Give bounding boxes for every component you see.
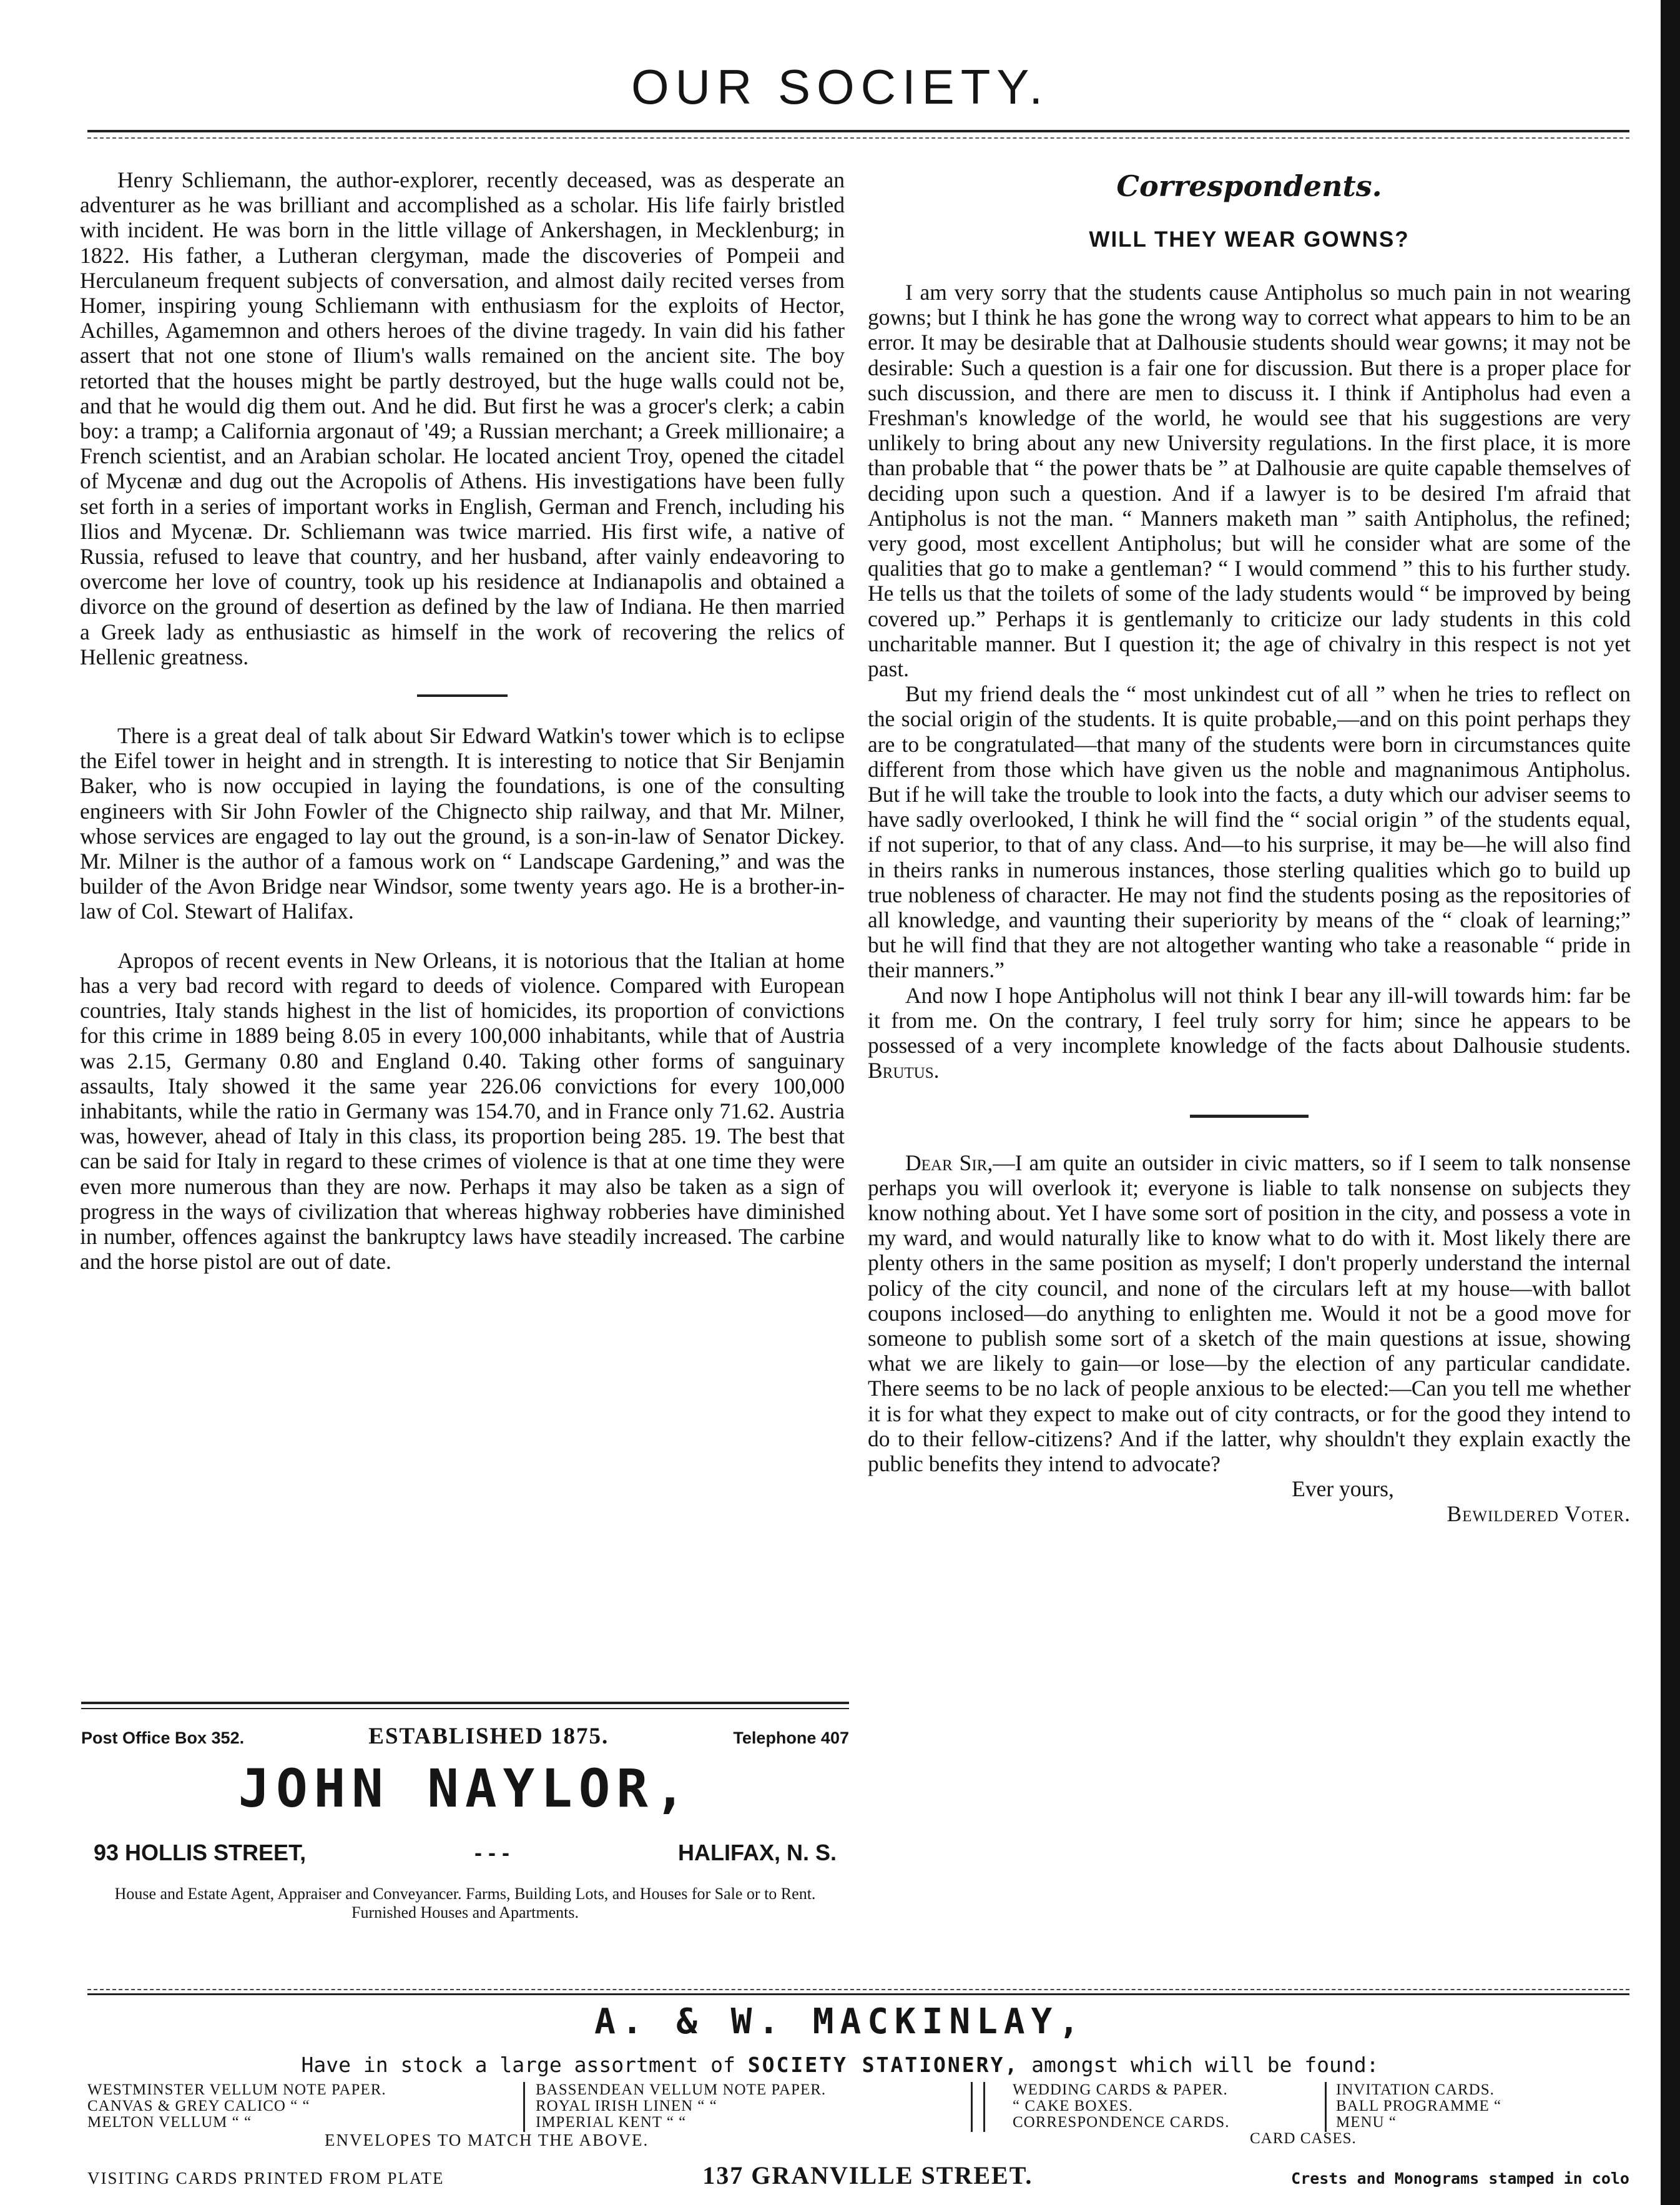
schliemann-paragraph: Henry Schliemann, the author-explorer, recently deceased, was as desperate an adventurer as he was brilliant and accomplished as a scholar. His life fairly bristled with incident. He was born in the little village of Ankershagen, in Mecklenburg; in 1822. His father, a Lutheran clergyman, made the discoveries of Pompeii and Herculaneum frequent subjects of conversation, and almost daily recited verses from Homer, inspiring young Schliemann with enthusiasm for the exploits of Hector, Achilles, Agamemnon and others heroes of the divine tragedy. In vain did his father assert that not one stone of Ilium's walls remained on the ancient site. The boy retorted that the houses might be partly destroyed, but the huge walls could not be, and that he would dig them out. And he did. But first he was a grocer's clerk; a cabin boy: a tramp; a California argonaut of '49; a Russian merchant; a Greek millionaire; a French scientist, and an Arabian scholar. He located ancient Troy, opened the citadel of Mycenæ and dug out the Acropolis of Athens. His investigations have been fully set forth in a series of important works in English, German and French, including his Ilios and Mycenæ. Dr. Schliemann was twice married. His first wife, a native of Russia, refused to leave that country, and her husband, after vainly endeavoring to overcome her love of country, took up his residence at Indianapolis and obtained a divorce on the ground of desertion as defined by the law of Indiana. He then married a Greek lady as enthusiastic as himself in the work of recovering the relics of Hellenic greatness. [80,167,845,669]
list-item: BALL PROGRAMME “ [1336,2098,1502,2114]
stationery-list-1 [87,2082,386,2131]
stationery-list-2 [536,2082,826,2131]
stationery-list-3 [1013,2082,1357,2147]
ad-header-row [81,1723,849,1750]
ad-rule [81,1708,849,1709]
list-item: CARD CASES. [1250,2130,1357,2147]
section-divider [417,694,508,697]
list-item: BASSENDEAN VELLUM NOTE PAPER. [536,2081,827,2098]
footer-rule [87,1993,1629,1995]
dashes: - - - [474,1840,509,1865]
letter-text: —I am quite an outsider in civic matters, so if I seem to talk nonsense perhaps you will overlook it; everyone is liable to talk nonsense on subjects they know nothing about. Yet I have some sort of position in the city, and possess a vote in my ward, and would naturally like to know what to do with it. Most likely there are plenty others in the same position as myself; I don't properly understand the internal policy of the city council, and none of the circulars left at my house—with ballot coupons inclosed—do anything to enlighten me. Would it not be a good move for someone to publish some sort of a sketch of the main questions at issue, showing what we are likely to gain—or lose—by the election of any particular candidate. There seems to be no lack of people anxious to be elected:—Can you tell me whether it is for what they expect to make out of city contracts, or for the good they intend to do to their fellow-citizens? And if the latter, why shouldn't they explain exactly the public benefits they intend to advocate? [868,1150,1631,1476]
letter-paragraph [868,1150,1631,1477]
letter-divider [1190,1115,1309,1118]
outro-text: amongst which will be found: [1031,2053,1379,2077]
watkin-tower-paragraph: There is a great deal of talk about Sir Edward Watkin's tower which is to eclipse the Eifel tower in height and in strength. It is interesting to notice that Sir Benjamin Baker, who is now occupied in laying the foundations, is one of the consulting engineers with Sir John Fowler of the Chignecto ship railway, and that Mr. Milner, whose services are engaged to lay out the ground, is a son-in-law of Senator Dickey. Mr. Milner is the author of a famous work on “ Landscape Gardening,” and was the builder of the Avon Bridge near Windsor, some twenty years ago. He is a brother-in-law of Col. Stewart of Halifax. [80,723,845,924]
letter-title: WILL THEY WEAR GOWNS? [1089,227,1410,252]
ad-address-row [81,1840,849,1866]
divider-bar [971,2082,973,2132]
list-item: WEDDING CARDS & PAPER. [1013,2081,1228,2098]
footer-dashed-rule [87,1989,1629,1990]
ad-rule [81,1702,849,1704]
scan-edge [1661,0,1680,2205]
italy-crime-paragraph: Apropos of recent events in New Orleans, it is notorious that the Italian at home has a very bad record with regard to deeds of violence. Compared with European countries, Italy stands highest in the list of homicides, its proportion of convictions for this crime in 1889 being 8.05 in every 100,000 inhabitants, while that of Austria was 2.15, Germany 0.80 and England 0.40. Taking other forms of sanguinary assaults, Italy showed it the same year 226.06 convictions for every 100,000 inhabitants, while the ratio in Germany was 154.70, and in France only 71.62. Austria was, however, ahead of Italy in this class, its proportion being 285. 19. The best that can be said for Italy in regard to these crimes of violence is that at one time they were even more numerous than they are now. Perhaps it may also be taken as a sign of progress in the ways of civilization that whereas highway robberies have diminished in number, offences against the bankruptcy laws have steadily increased. The carbine and the horse pistol are out of date. [80,947,845,1275]
divider-bar [523,2082,525,2132]
list-item: “ CAKE BOXES. [1013,2098,1133,2114]
po-box: Post Office Box 352. [81,1729,245,1747]
list-item: IMPERIAL KENT “ “ [536,2114,687,2131]
page-title: OUR SOCIETY. [631,59,1049,114]
header-rule [87,130,1629,132]
city: HALIFAX, N. S. [677,1840,837,1865]
ad-description: House and Estate Agent, Appraiser and Conveyancer. Farms, Building Lots, and Houses for Sale or to Rent. Furnished Houses and Apartments. [114,1885,816,1921]
header-dashed-rule [87,137,1629,139]
list-item: CORRESPONDENCE CARDS. [1013,2114,1230,2131]
letter-paragraph: But my friend deals the “ most unkindest cut of all ” when he tries to reflect on the social origin of the students. It is quite probable,—and on this point perhaps they are to be congratulated—that many of the students were born in circumstances quite different from those which have given us the noble and magnanimous Antipholus. But if he will take the trouble to look into the facts, a duty which our adviser seems to have sadly overlooked, I think he will find the “ social origin ” of the students equal, if not superior, to that of any class. And—to his surprise, it may be—he will also find in theirs ranks in numerous instances, those sterling qualities which go to build up true nobleness of character. He may not find the students posing as the repositories of all knowledge, and vaunting their superiority by means of the “ cloak of learning;” but he will find that they are not altogether wanting who take a reasonable “ pride in their manners.” [868,681,1631,983]
letter-signature: Brutus. [868,1058,940,1083]
list-item: INVITATION CARDS. [1336,2081,1495,2098]
established: ESTABLISHED 1875. [368,1724,609,1749]
visiting-cards: VISITING CARDS PRINTED FROM PLATE [87,2169,445,2188]
list-item: MELTON VELLUM “ “ [87,2114,252,2131]
stationery-list-4 [1336,2082,1501,2131]
closing: Ever yours, [1292,1476,1394,1502]
intro-text: Have in stock a large assortment of [301,2053,735,2077]
telephone: Telephone 407 [733,1729,849,1747]
list-item: WESTMINSTER VELLUM NOTE PAPER. [87,2081,386,2098]
naylor-advertisement [81,1702,849,1922]
naylor-name: JOHN NAYLOR, [238,1758,692,1819]
left-column [80,167,845,1274]
list-item: ROYAL IRISH LINEN “ “ [536,2098,717,2114]
right-column [868,167,1631,1527]
divider-bar [983,2082,985,2132]
list-item: CANVAS & GREY CALICO “ “ [87,2098,310,2114]
letter-paragraph [868,983,1631,1083]
letter-signature: Bewildered Voter. [1447,1501,1631,1527]
crests-line: Crests and Monograms stamped in colo [1291,2169,1629,2188]
mackinlay-name: A. & W. MACKINLAY, [594,2001,1086,2042]
mackinlay-address: 137 GRANVILLE STREET. [702,2161,1033,2189]
society-stationery: SOCIETY STATIONERY, [747,2053,1019,2077]
letter-paragraph: I am very sorry that the students cause Antipholus so much pain in not wearing gowns; but I think he has gone the wrong way to correct what appears to him to be an error. It may be desirable that at Dalhousie students should wear gowns; it may not be desirable: Such a question is a fair one for discussion. But there is a proper place for such discussion, and there are men to discuss it. I think if Antipholus had even a Freshman's knowledge of the world, he would see that his suggestions are very unlikely to bring about any new University regulations. In the first place, it is more than probable that “ the power thats be ” at Dalhousie are quite capable themselves of deciding upon such a question. And if a lawyer is to be desired I'm afraid that Antipholus is not the man. “ Manners maketh man ” saith Antipholus, the refined; very good, most excellent Antipholus; but will he consider what are some of the qualities that go to make a gentleman? “ I would commend ” this to his further study. He tells us that the toilets of some of the lady students would “ be improved by being covered up.” Perhaps it is gentlemanly to criticize our lady students in this cold uncharitable manner. But I question it; the age of chivalry in this respect is not yet past. [868,280,1631,682]
envelopes-line: ENVELOPES TO MATCH THE ABOVE. [325,2131,649,2149]
mackinlay-footer [87,2161,1629,2190]
salutation: Dear Sir, [905,1150,993,1175]
letter-text: And now I hope Antipholus will not think I bear any ill-will towards him: far be it from me. On the contrary, I feel truly sorry for him; since he appears to be possessed of a very incomplete knowledge of the facts about Dalhousie students. [868,982,1631,1058]
mackinlay-subtitle [0,2053,1680,2077]
street-address: 93 HOLLIS STREET, [94,1840,307,1865]
correspondents-heading: Correspondents. [1116,169,1382,203]
list-item: MENU “ [1336,2114,1397,2131]
divider-bar [1325,2082,1327,2132]
